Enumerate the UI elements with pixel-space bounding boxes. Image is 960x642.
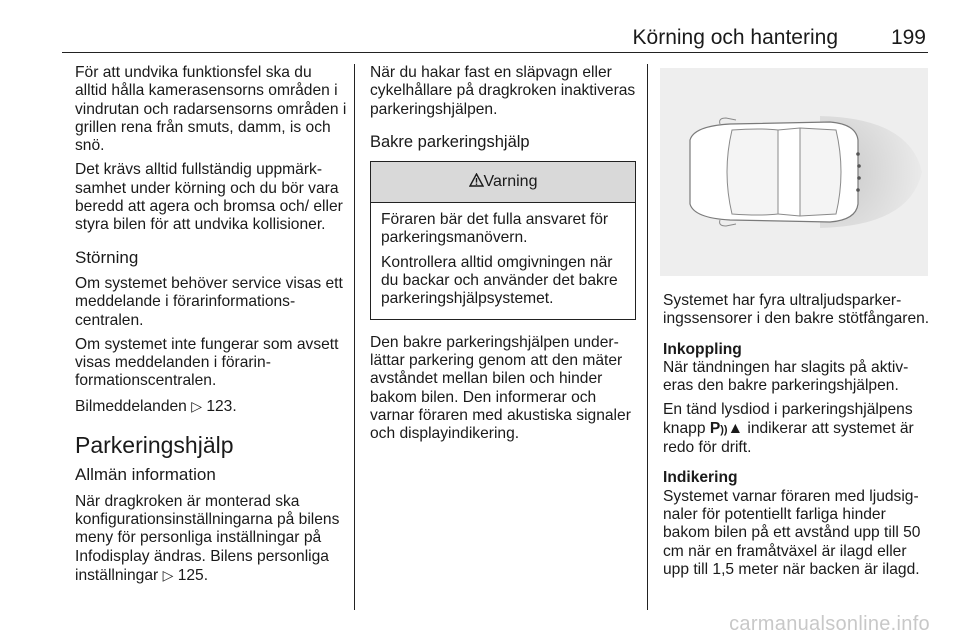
chapter-heading: Parkeringshjälp [75, 432, 234, 459]
column-divider [647, 64, 648, 610]
page-header [62, 24, 928, 53]
paragraph: Systemet varnar föraren med ljudsignaler för potentiellt farliga hinder bakom bilen på ett avstånd upp till 50 cm när en framåtväxel är ilagd eller upp till 1,5 meter när backen är ilagd. [663, 487, 921, 578]
column-divider [354, 64, 355, 610]
parking-assist-button-icon: P))▲ [709, 419, 744, 437]
warning-header [371, 162, 635, 203]
warning-body [371, 203, 635, 318]
paragraph: När du hakar fast en släpvagn eller cykelhållare på dragkroken inaktiveras parkeringshjälpen. [370, 64, 636, 118]
reference-page-link[interactable]: 125. [177, 566, 209, 584]
column-left [75, 64, 347, 591]
paragraph: Systemet har fyra ultraljudsparkeringssensorer i den bakre stötfångaren. [663, 292, 930, 328]
warning-title: Varning [483, 173, 538, 191]
section-heading-inkoppling: Inkoppling [663, 340, 742, 358]
paragraph-text: En tänd lysdiod i parkeringshjälpens knapp [663, 401, 913, 437]
page-ref-arrow-icon[interactable]: ▷ [162, 566, 174, 583]
paragraph [663, 401, 931, 457]
paragraph-text: När dragkroken är monterad ska konfigurationsinställningarna på bilens meny för personliga inställningar på Infodisplay ändras. Bilens personliga inställningar [75, 492, 340, 584]
warning-triangle-icon [469, 173, 484, 191]
paragraph-text: indikerar att systemet är redo för drift. [663, 419, 914, 457]
warning-text: Kontrollera alltid omgivningen när du backar och använder det bakre parkeringshjälpsystemet. [381, 253, 618, 308]
paragraph: Den bakre parkeringshjälpen underlättar parkering genom att den mäter avståndet mellan bilen och hinder bakom bilen. Den informerar och varnar föraren med akustiska signaler och displayindikering. [370, 333, 631, 443]
paragraph: För att undvika funktionsfel ska du alltid hålla kamerasensorns områden i vindrutan och radarsensorns områden i grillen rena från smuts, damm, is och snö. [75, 64, 347, 155]
reference-page-link[interactable]: 123. [206, 397, 237, 415]
paragraph-reference [75, 397, 347, 416]
paragraph: Om systemet inte fungerar som avsett visas meddelanden i förarinformationscentralen. [75, 335, 339, 390]
warning-box [370, 161, 636, 319]
warning-text: Föraren bär det fulla ansvaret för parkeringsmanövern. [381, 211, 609, 247]
section-heading-storning: Störning [75, 247, 139, 267]
page-number: 199 [890, 26, 926, 49]
paragraph-reference [75, 493, 347, 585]
chapter-title: Körning och hantering [632, 26, 838, 49]
column-middle [370, 64, 636, 449]
paragraph: Det krävs alltid fullständig uppmärksamhet under körning och du bör vara beredd att agera och bromsa och/ eller styra bilen för att undvika kollisioner. [75, 161, 343, 234]
reference-text: Bilmeddelanden [75, 397, 187, 415]
page-ref-arrow-icon[interactable]: ▷ [191, 397, 202, 414]
watermark: carmanualsonline.info [729, 613, 930, 635]
car-sensor-illustration [660, 68, 928, 276]
paragraph: När tändningen har slagits på aktiveras den bakre parkeringshjälpen. [663, 358, 909, 395]
section-heading-bakre: Bakre parkeringshjälp [370, 132, 530, 151]
section-heading-indikering: Indikering [663, 469, 738, 487]
paragraph: Om systemet behöver service visas ett meddelande i förarinformationscentralen. [75, 274, 343, 329]
column-right [663, 292, 931, 585]
section-heading-allman: Allmän information [75, 465, 216, 485]
